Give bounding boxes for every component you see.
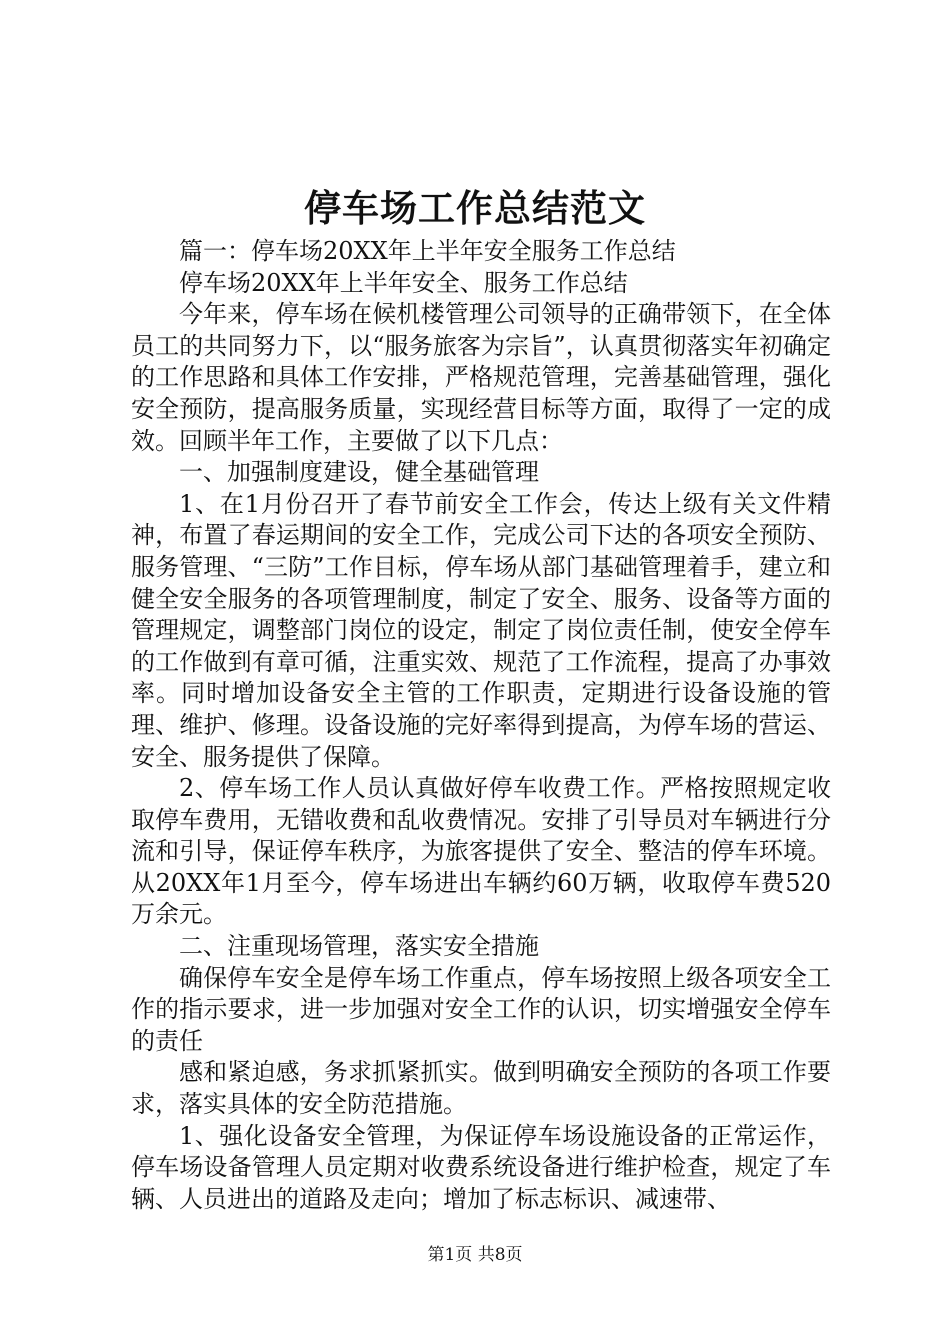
page-number: 第1页 共8页 — [427, 1245, 523, 1265]
document-title: 停车场工作总结范文 — [304, 186, 646, 230]
paragraph: 1、强化设备安全管理，为保证停车场设施设备的正常运作，停车场设备管理人员定期对收费系统设备进行维护检查，规定了车辆、人员进出的道路及走向；增加了标志标识、减速带、 — [131, 1121, 831, 1213]
paragraph: 2、停车场工作人员认真做好停车收费工作。严格按照规定收取停车费用，无错收费和乱收费情况。安排了引导员对车辆进行分流和引导，保证停车秩序，为旅客提供了安全、整洁的停车环境。从20XX年1月至今，停车场进出车辆约60万辆，收取停车费520万余元。 — [131, 774, 831, 929]
paragraph: 确保停车安全是停车场工作重点，停车场按照上级各项安全工作的指示要求，进一步加强对安全工作的认识，切实增强安全停车的责任 — [131, 963, 831, 1055]
paragraph: 停车场20XX年上半年安全、服务工作总结 — [179, 268, 628, 297]
paragraph: 今年来，停车场在候机楼管理公司领导的正确带领下，在全体员工的共同努力下，以“服务旅客为宗旨”，认真贯彻落实年初确定的工作思路和具体工作安排，严格规范管理，完善基础管理，强化安全预防，提高服务质量，实现经营目标等方面，取得了一定的成效。回顾半年工作，主要做了以下几点： — [131, 300, 831, 455]
section-heading: 一、加强制度建设，健全基础管理 — [179, 458, 539, 487]
section-heading: 二、注重现场管理，落实安全措施 — [179, 932, 539, 961]
paragraph: 1、在1月份召开了春节前安全工作会，传达上级有关文件精神，布置了春运期间的安全工作，完成公司下达的各项安全预防、服务管理、“三防”工作目标，停车场从部门基础管理着手，建立和健全安全服务的各项管理制度，制定了安全、服务、设备等方面的管理规定，调整部门岗位的设定，制定了岗位责任制，使安全停车的工作做到有章可循，注重实效、规范了工作流程，提高了办事效率。同时增加设备安全主管的工作职责，定期进行设备设施的管理、维护、修理。设备设施的完好率得到提高，为停车场的营运、安全、服务提供了保障。 — [131, 489, 831, 771]
paragraph: 感和紧迫感，务求抓紧抓实。做到明确安全预防的各项工作要求，落实具体的安全防范措施。 — [131, 1058, 831, 1119]
document-body — [131, 236, 831, 1215]
paragraph: 篇一：停车场20XX年上半年安全服务工作总结 — [179, 237, 676, 265]
